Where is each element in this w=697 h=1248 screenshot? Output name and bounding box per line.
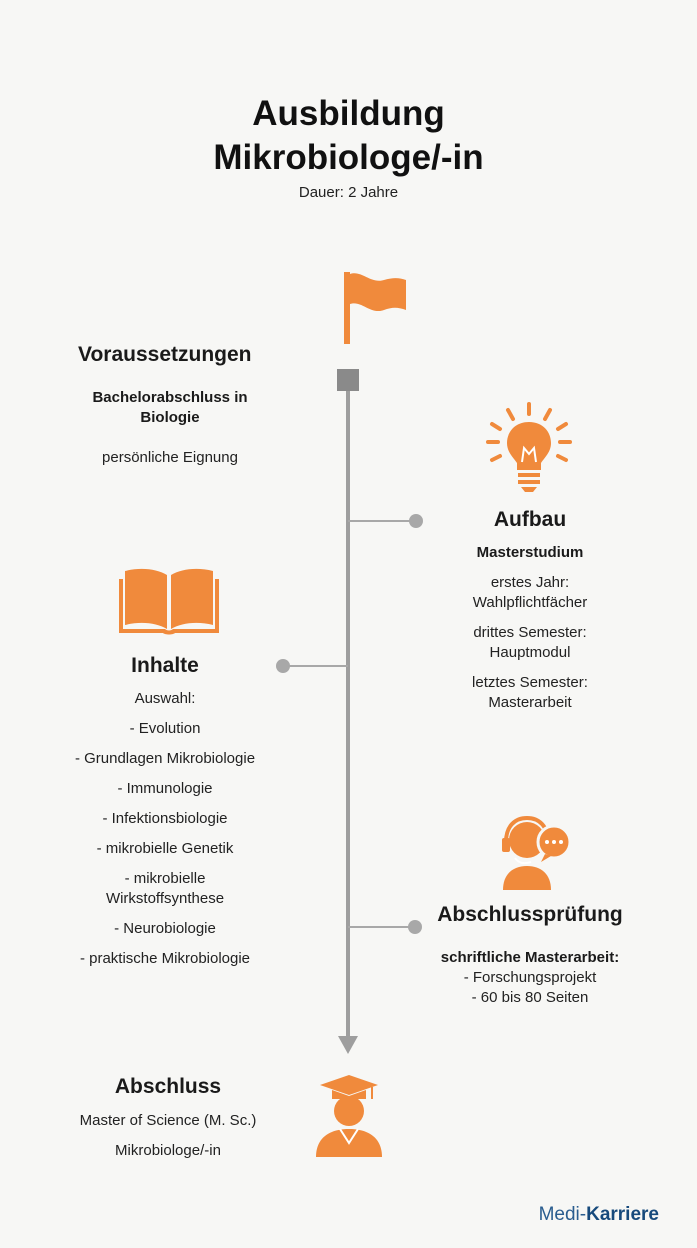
branch-inhalte xyxy=(285,665,348,667)
timeline-arrow xyxy=(338,1036,358,1054)
abschlusspruefung-heading: Abschlussprüfung xyxy=(437,903,623,926)
voraussetzungen-heading: Voraussetzungen xyxy=(78,343,252,366)
abschluss-heading: Abschluss xyxy=(114,1075,222,1098)
inhalte-item: - Immunologie xyxy=(117,780,213,797)
inhalte-item: - Evolution xyxy=(129,720,201,737)
inhalte-intro: Auswahl: xyxy=(134,690,196,707)
branch-dot-aufbau xyxy=(409,514,423,528)
page-title xyxy=(0,92,697,180)
brand-part-2: Karriere xyxy=(586,1204,659,1225)
abschlusspruefung-subheading: schriftliche Masterarbeit: xyxy=(440,949,620,966)
inhalte-item: - mikrobielle Wirkstoffsynthese xyxy=(105,870,225,907)
branch-aufbau xyxy=(348,520,414,522)
title-line-2: Mikrobiologe/-in xyxy=(213,138,484,177)
inhalte-item: - Grundlagen Mikrobiologie xyxy=(74,750,256,767)
inhalte-item: - Infektionsbiologie xyxy=(102,810,228,827)
brand-part-1: Medi- xyxy=(538,1204,587,1225)
abschlusspruefung-list xyxy=(420,968,640,1008)
branch-abschlusspruefung xyxy=(348,926,414,928)
aufbau-subheading: Masterstudium xyxy=(476,544,584,561)
inhalte-list xyxy=(55,719,275,979)
title-line-1: Ausbildung xyxy=(252,94,445,133)
abschluss-line-1: Master of Science (M. Sc.) xyxy=(79,1112,257,1129)
inhalte-heading: Inhalte xyxy=(131,654,199,677)
inhalte-item: - Neurobiologie xyxy=(114,920,216,937)
support-agent-icon xyxy=(493,810,573,892)
aufbau-list xyxy=(450,573,610,723)
timeline-line xyxy=(346,388,350,1040)
book-icon xyxy=(117,567,221,639)
timeline-start-marker xyxy=(337,369,359,391)
voraussetzungen-item-1: Bachelorabschluss in Biologie xyxy=(92,389,248,426)
flag-icon xyxy=(340,270,410,346)
abschluss-line-2: Mikrobiologe/-in xyxy=(115,1142,221,1159)
voraussetzungen-item-2: persönliche Eignung xyxy=(102,449,238,466)
inhalte-item: - mikrobielle Genetik xyxy=(96,840,234,857)
abschlusspruefung-item: - 60 bis 80 Seiten xyxy=(471,989,589,1006)
branch-dot-inhalte xyxy=(276,659,290,673)
aufbau-item: erstes Jahr: Wahlpflichtfächer xyxy=(472,574,588,611)
lightbulb-icon xyxy=(486,402,572,494)
aufbau-item: letztes Semester: Masterarbeit xyxy=(472,674,588,711)
graduate-icon xyxy=(314,1073,384,1159)
inhalte-item: - praktische Mikrobiologie xyxy=(79,950,251,967)
abschlusspruefung-item: - Forschungsprojekt xyxy=(463,969,597,986)
aufbau-heading: Aufbau xyxy=(493,508,567,531)
brand-logo xyxy=(539,1204,659,1226)
aufbau-item: drittes Semester: Hauptmodul xyxy=(473,624,587,661)
duration-text: Dauer: 2 Jahre xyxy=(298,184,399,201)
